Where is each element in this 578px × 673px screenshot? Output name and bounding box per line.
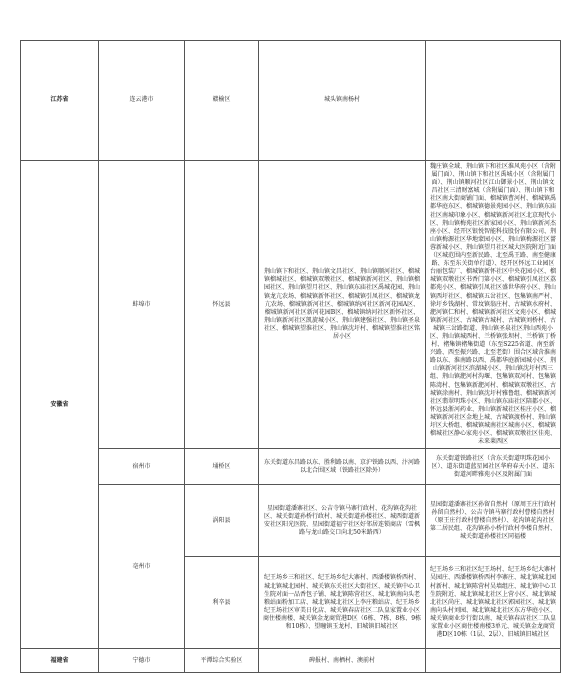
- risk-area-table: [20, 40, 561, 673]
- notes-cell: 东关街道铁路社区（含东关街道明珠花园小区）、道东街道蓝星园社区华府春天小区、道东街道河畔雅苑小区及附属门面: [426, 449, 561, 485]
- county-cell: 埇桥区: [185, 449, 259, 485]
- city-cell: 连云港市: [99, 41, 185, 161]
- townships-cell: 碑报村、南栖村、澳前村: [259, 649, 426, 673]
- province-cell: 安徽省: [21, 161, 99, 649]
- notes-cell: [426, 41, 561, 161]
- county-cell: 涡阳县: [185, 485, 259, 557]
- table-row-suzhou: [21, 449, 561, 485]
- county-cell: 利辛县: [185, 557, 259, 649]
- county-cell: 赣榆区: [185, 41, 259, 161]
- county-cell: 怀远县: [185, 161, 259, 449]
- townships-cell: 纪王场乡三和社区、纪王场乡纪大寨村、西潘楼镇桥西村、城北镇城北园村、城关镇东关社区大街社区、城关镇中心卫生院对面一品香包子铺、城北镇陈营社区、城北镇南向头老粮站面粉加工店、城北镇城北社区上李庄粮站店、纪王场乡纪王场社区审美日化店、城关镇春店社区二队皇家置业小区商住楼南楼、城关镇金龙商贸港D区（6栋、7栋、8栋、9栋和10栋）、望疃镇玉龙村、旧城镇旧城社区: [259, 557, 426, 649]
- notes-cell: [426, 649, 561, 673]
- table-row-fujian: [21, 649, 561, 673]
- table-row-jiangsu: [21, 41, 561, 161]
- city-cell: 宁德市: [99, 649, 185, 673]
- notes-cell: 星园街道潘寨社区孙留自然村（原周王庄行政村孙留自然村）、公吉寺镇马寨行政村曹楼自然村（原王庄行政村曹楼自然村）、花沟镇花沟社区第二居民组、花沟镇孙小桥行政村李楼自然村、城关街道孙楼社区同福楼: [426, 485, 561, 557]
- notes-cell: 魏庄镇全域、荆山镇卞和社区淮风苑小区（含附属门面）、荆山镇卞和社区禹城小区（含附属门面）、荆山镇顺河社区江山御景小区、荆山镇文昌社区三清财富城（含附属门面）、荆山镇卞和社区南大街商铺门面、榴城镇曹河村、榴城镇禹都华庭东区、榴城镇德景苑园小区、荆山镇东庙社区南城印象小区、榴城镇新河社区北京现代小区、荆山镇梅苑社区新家园小区、荆山镇新河杰座小区、经开区银悦智能科技股份有限公司、荆山镇梅源社区华地蒙园小区、荆山镇梅源社区蔷蓉新城小区、荆山镇望月社区城大医院附近门面（区城范围内至新民路、北至禹王路、南至健康路、东至东关街单行道）、经开区怀远工业园区台丽包装厂、榴城镇新怀社区中央花园小区、榴城镇双墩社区书香门第小区、榴城镇引凤社区荔都苑小区、榴城镇引凤社区盛世华府小区、荆山镇西圩社区、榴城镇五岔社区、包集镇南严村、徐圩乡钱湖村、常坟镇翁庄村、古城镇水府村、淝河镇仁和村、榴城镇新河社区文苑小区、榴城镇新河社区、古城镇古城村、古城镇刘桥村、古城镇三岔路街道、荆山镇圣泉社区荆山西苑小区、荆山镇城西村、兰桥镇张坝村、兰桥镇丁桥村、褚集镇褚集街道（东至S225省道、南至新兴路、西至振兴路、北至老街）围合区域含淮南路以东、淮南路以西、禹都华庭新园城小区、荆山镇新河社区滨湖城小区、荆山镇沈圩村西三组、荆山镇淝河村沟堰、包集镇双河村、包集镇陈湾村、包集镇新淝河村、榴城镇双墩社区、古城镇涂南村、荆山镇沈圩村雅鲁组、榴城镇新河社区翡翠明珠小区、荆山镇东庙社区陪都小区、怀远县浙河药业、荆山镇新城社区桂庄小区、榴城镇新河社区金地上城、古城镇渡桥村、荆山镇圩区大桥组、榴城镇城南社区城南小区、榴城镇榴城社区静心家苑小区、榴城镇双墩社区佳苑、未来莱西区: [426, 161, 561, 449]
- table-row-guoyang: [21, 485, 561, 557]
- province-cell: 江苏省: [21, 41, 99, 161]
- county-cell: 平潭综合实验区: [185, 649, 259, 673]
- townships-cell: 城头镇南杨村: [259, 41, 426, 161]
- table-row-bengbu: [21, 161, 561, 449]
- city-cell: 蚌埠市: [99, 161, 185, 449]
- townships-cell: 东关街道东昌路以东、胜利路以南、京沪铁路以西、汴河路以北合围区域（铁路社区除外）: [259, 449, 426, 485]
- city-cell: 亳州市: [99, 485, 185, 649]
- townships-cell: 荆山镇卞和社区、荆山镇文昌社区、荆山镇顺河社区、榴城镇榴城社区、榴城镇双墩社区、榴城镇新河社区、荆山镇榴园社区、荆山镇望月社区、荆山镇东庙社区禹城花园、荆山镇龙亢农场、榴城镇新怀社区、榴城镇引凤社区、榴城镇龙亢农场、榴城镇新河社区、榴城镇纳河社区新河花园A区、榴城镇新河社区新河花园B区、榴城镇纳河社区新怀社区、荆山镇新河社区凯旋城小区、荆山镇建强社区、荆山镇圣泉社区、榴城镇望淮社区、荆山镇沈圩村、榴城镇望淮社区铭居小区: [259, 161, 426, 449]
- townships-cell: 星园街道潘寨社区、公吉寺镇马寨行政村、花沟镇花沟社区、城关街道孙桥行政村、城关街道孙楼社区、城西街道新安社区阳光医院、星园街道福宁社区好邻居连锁商店（雪枫路与龙山路交口向北50米路西）: [259, 485, 426, 557]
- city-cell: 宿州市: [99, 449, 185, 485]
- notes-cell: 纪王场乡三和社区纪王场村、纪王场乡纪大寨村吴园庄、西潘楼镇桥西村李寨庄、城北镇城北园村新村、城北镇陈营村吴墙组庄、城北镇中心卫生院附近、城北镇城北社区上营小区、城北镇城北社区尚庄、城北镇城北社区郭园社区、城北镇南向头村刘园、城北镇城北社区东方华庭小区、城关镇商业步行街以南、城关镇春店社区二队皇家置业小区商住楼南楼3单元、城关镇金龙商贸港D区10栋（1层、2层）、旧城镇旧城社区: [426, 557, 561, 649]
- province-cell: 福建省: [21, 649, 99, 673]
